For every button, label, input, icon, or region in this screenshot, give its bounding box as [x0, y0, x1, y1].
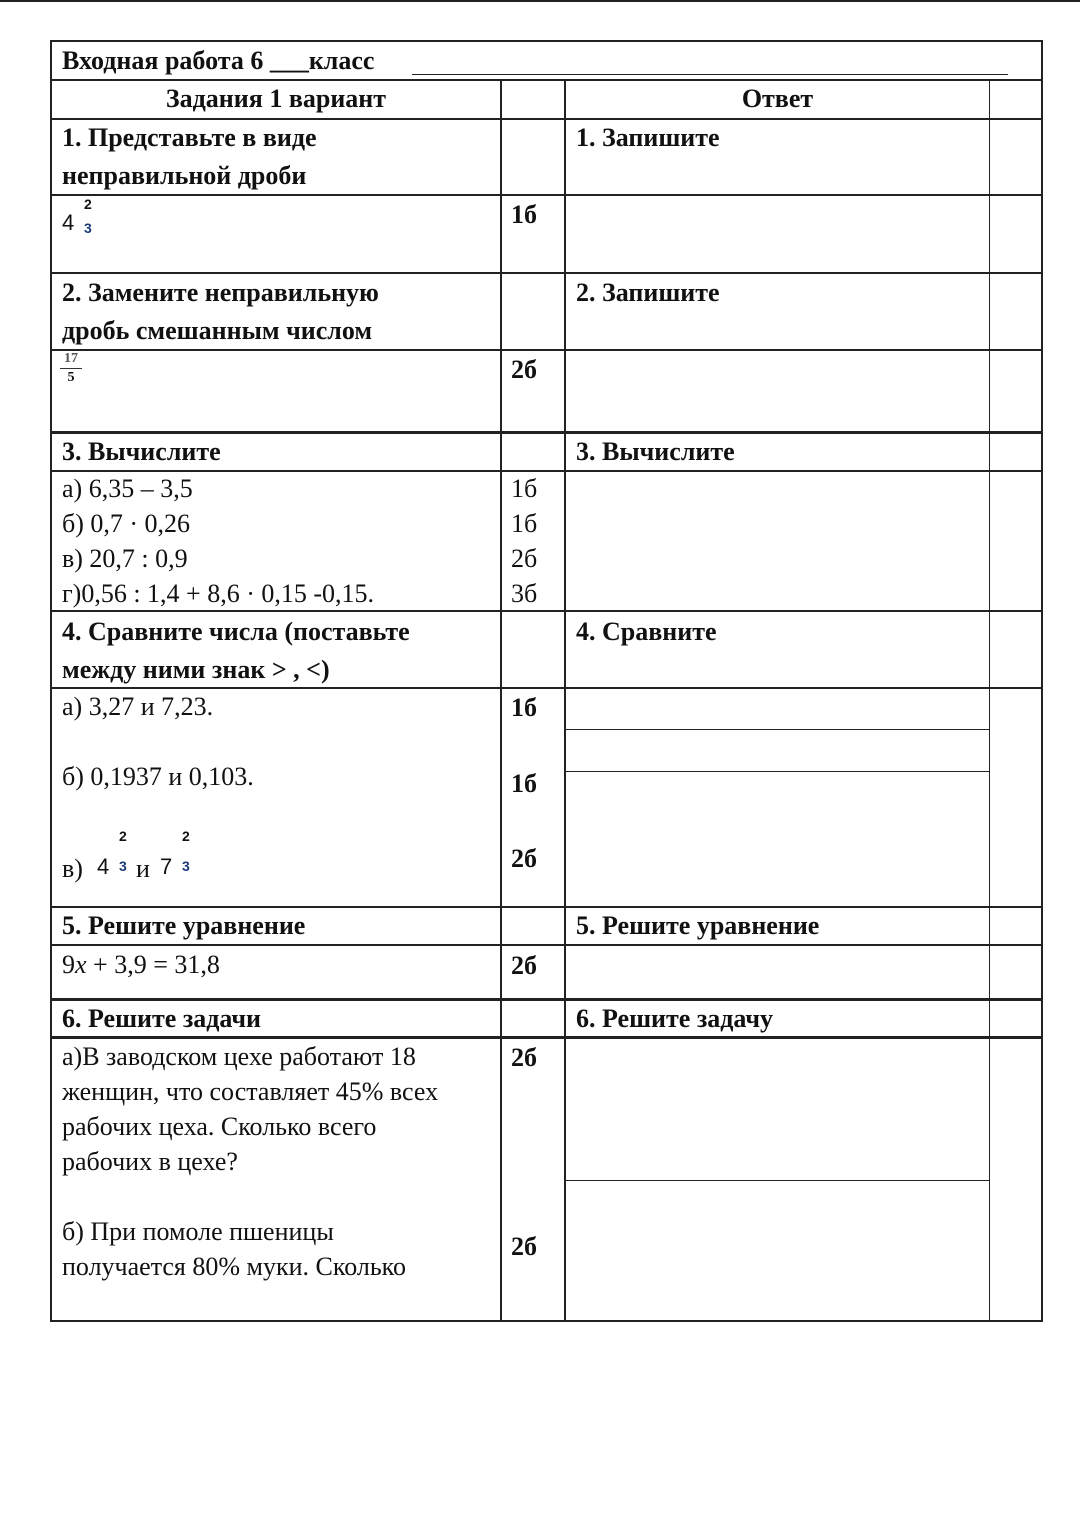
- fraction-denominator: 5: [67, 370, 75, 385]
- row-divider: [50, 687, 1043, 689]
- points: 1б: [511, 693, 537, 722]
- task3-item: г)0,56 : 1,4 + 8,6 · 0,15 -0,15.: [62, 579, 375, 608]
- answer-line: [565, 729, 990, 730]
- mixed-denominator: 3: [182, 858, 190, 874]
- problem-b-line: получается 80% муки. Сколько: [62, 1252, 406, 1281]
- row-divider: [50, 470, 1043, 472]
- task3-title: 3. Вычислите: [62, 437, 221, 466]
- task3-item: а) 6,35 – 3,5: [62, 474, 193, 503]
- mixed-denominator: 3: [119, 858, 127, 874]
- task2-title: дробь смешанным числом: [62, 316, 373, 345]
- points: 3б: [511, 579, 538, 608]
- row-divider: [50, 610, 1043, 612]
- task4-title: между ними знак > , <): [62, 655, 330, 684]
- answer3-title: 3. Вычислите: [576, 437, 735, 466]
- column-divider: [564, 80, 566, 1321]
- points: 1б: [511, 474, 538, 503]
- task4-item-a: а) 3,27 и 7,23.: [62, 692, 214, 721]
- task3-item: в) 20,7 : 0,9: [62, 544, 188, 573]
- task6-title: 6. Решите задачи: [62, 1004, 262, 1033]
- problem-a-line: а)В заводском цехе работают 18: [62, 1042, 416, 1071]
- answer4-title: 4. Сравните: [576, 617, 717, 646]
- column-divider: [500, 80, 502, 1321]
- mixed-number: [62, 196, 102, 246]
- mixed-numerator: 2: [182, 828, 190, 844]
- answer5-title: 5. Решите уравнение: [576, 911, 820, 940]
- points: 2б: [511, 355, 537, 384]
- points: 2б: [511, 1232, 537, 1261]
- points: 2б: [511, 544, 538, 573]
- answer-line: [565, 1180, 990, 1181]
- points: 1б: [511, 509, 538, 538]
- row-divider: [50, 431, 1043, 434]
- row-divider: [50, 1036, 1043, 1039]
- equation-coef: 9: [62, 950, 75, 979]
- problem-b-line: б) При помоле пшеницы: [62, 1217, 334, 1246]
- equation-rest: + 3,9 = 31,8: [86, 950, 220, 979]
- title-underline: [412, 74, 1008, 75]
- points: 2б: [511, 844, 537, 873]
- fraction-numerator: 17: [64, 351, 78, 366]
- task3-item: б) 0,7 · 0,26: [62, 509, 191, 538]
- points: 1б: [511, 769, 537, 798]
- answer2-title: 2. Запишите: [576, 278, 720, 307]
- fraction-bar: [60, 368, 82, 369]
- task4-title: 4. Сравните числа (поставьте: [62, 617, 410, 646]
- answer1-title: 1. Запишите: [576, 123, 720, 152]
- problem-a-line: рабочих цеха. Сколько всего: [62, 1112, 377, 1141]
- points: 1б: [511, 200, 537, 229]
- worksheet-title: Входная работа 6 ___класс: [62, 46, 375, 75]
- column-divider: [989, 80, 990, 1321]
- mixed-whole: 4: [97, 854, 110, 879]
- task1-title: неправильной дроби: [62, 161, 307, 190]
- improper-fraction: [60, 351, 82, 386]
- row-divider: [50, 79, 1043, 81]
- points: 2б: [511, 951, 537, 980]
- equation: [62, 950, 220, 980]
- mixed-number: [160, 828, 200, 878]
- row-divider: [50, 349, 1043, 351]
- mixed-whole: 7: [160, 854, 173, 879]
- task4-item-b: б) 0,1937 и 0,103.: [62, 762, 254, 791]
- task4-item-c-label: в): [62, 854, 83, 883]
- mixed-numerator: 2: [84, 196, 92, 212]
- problem-a-line: рабочих в цехе?: [62, 1147, 238, 1176]
- row-divider: [50, 118, 1043, 120]
- task1-title: 1. Представьте в виде: [62, 123, 317, 152]
- mixed-denominator: 3: [84, 220, 92, 236]
- problem-a-line: женщин, что составляет 45% всех: [62, 1077, 439, 1106]
- page-top-border: [0, 0, 1080, 2]
- row-divider: [50, 906, 1043, 908]
- task2-title: 2. Замените неправильную: [62, 278, 379, 307]
- conjunction: и: [136, 854, 150, 883]
- answer6-title: 6. Решите задачу: [576, 1004, 774, 1033]
- row-divider: [50, 194, 1043, 196]
- mixed-whole: 4: [62, 210, 75, 235]
- task5-title: 5. Решите уравнение: [62, 911, 306, 940]
- answer-line: [565, 771, 990, 772]
- header-tasks: Задания 1 вариант: [165, 84, 387, 113]
- row-divider: [50, 944, 1043, 946]
- mixed-number: [97, 828, 137, 878]
- points: 2б: [511, 1043, 537, 1072]
- mixed-numerator: 2: [119, 828, 127, 844]
- equation-variable: x: [75, 950, 87, 979]
- row-divider: [50, 998, 1043, 1001]
- row-divider: [50, 272, 1043, 274]
- header-answer: Ответ: [741, 84, 814, 113]
